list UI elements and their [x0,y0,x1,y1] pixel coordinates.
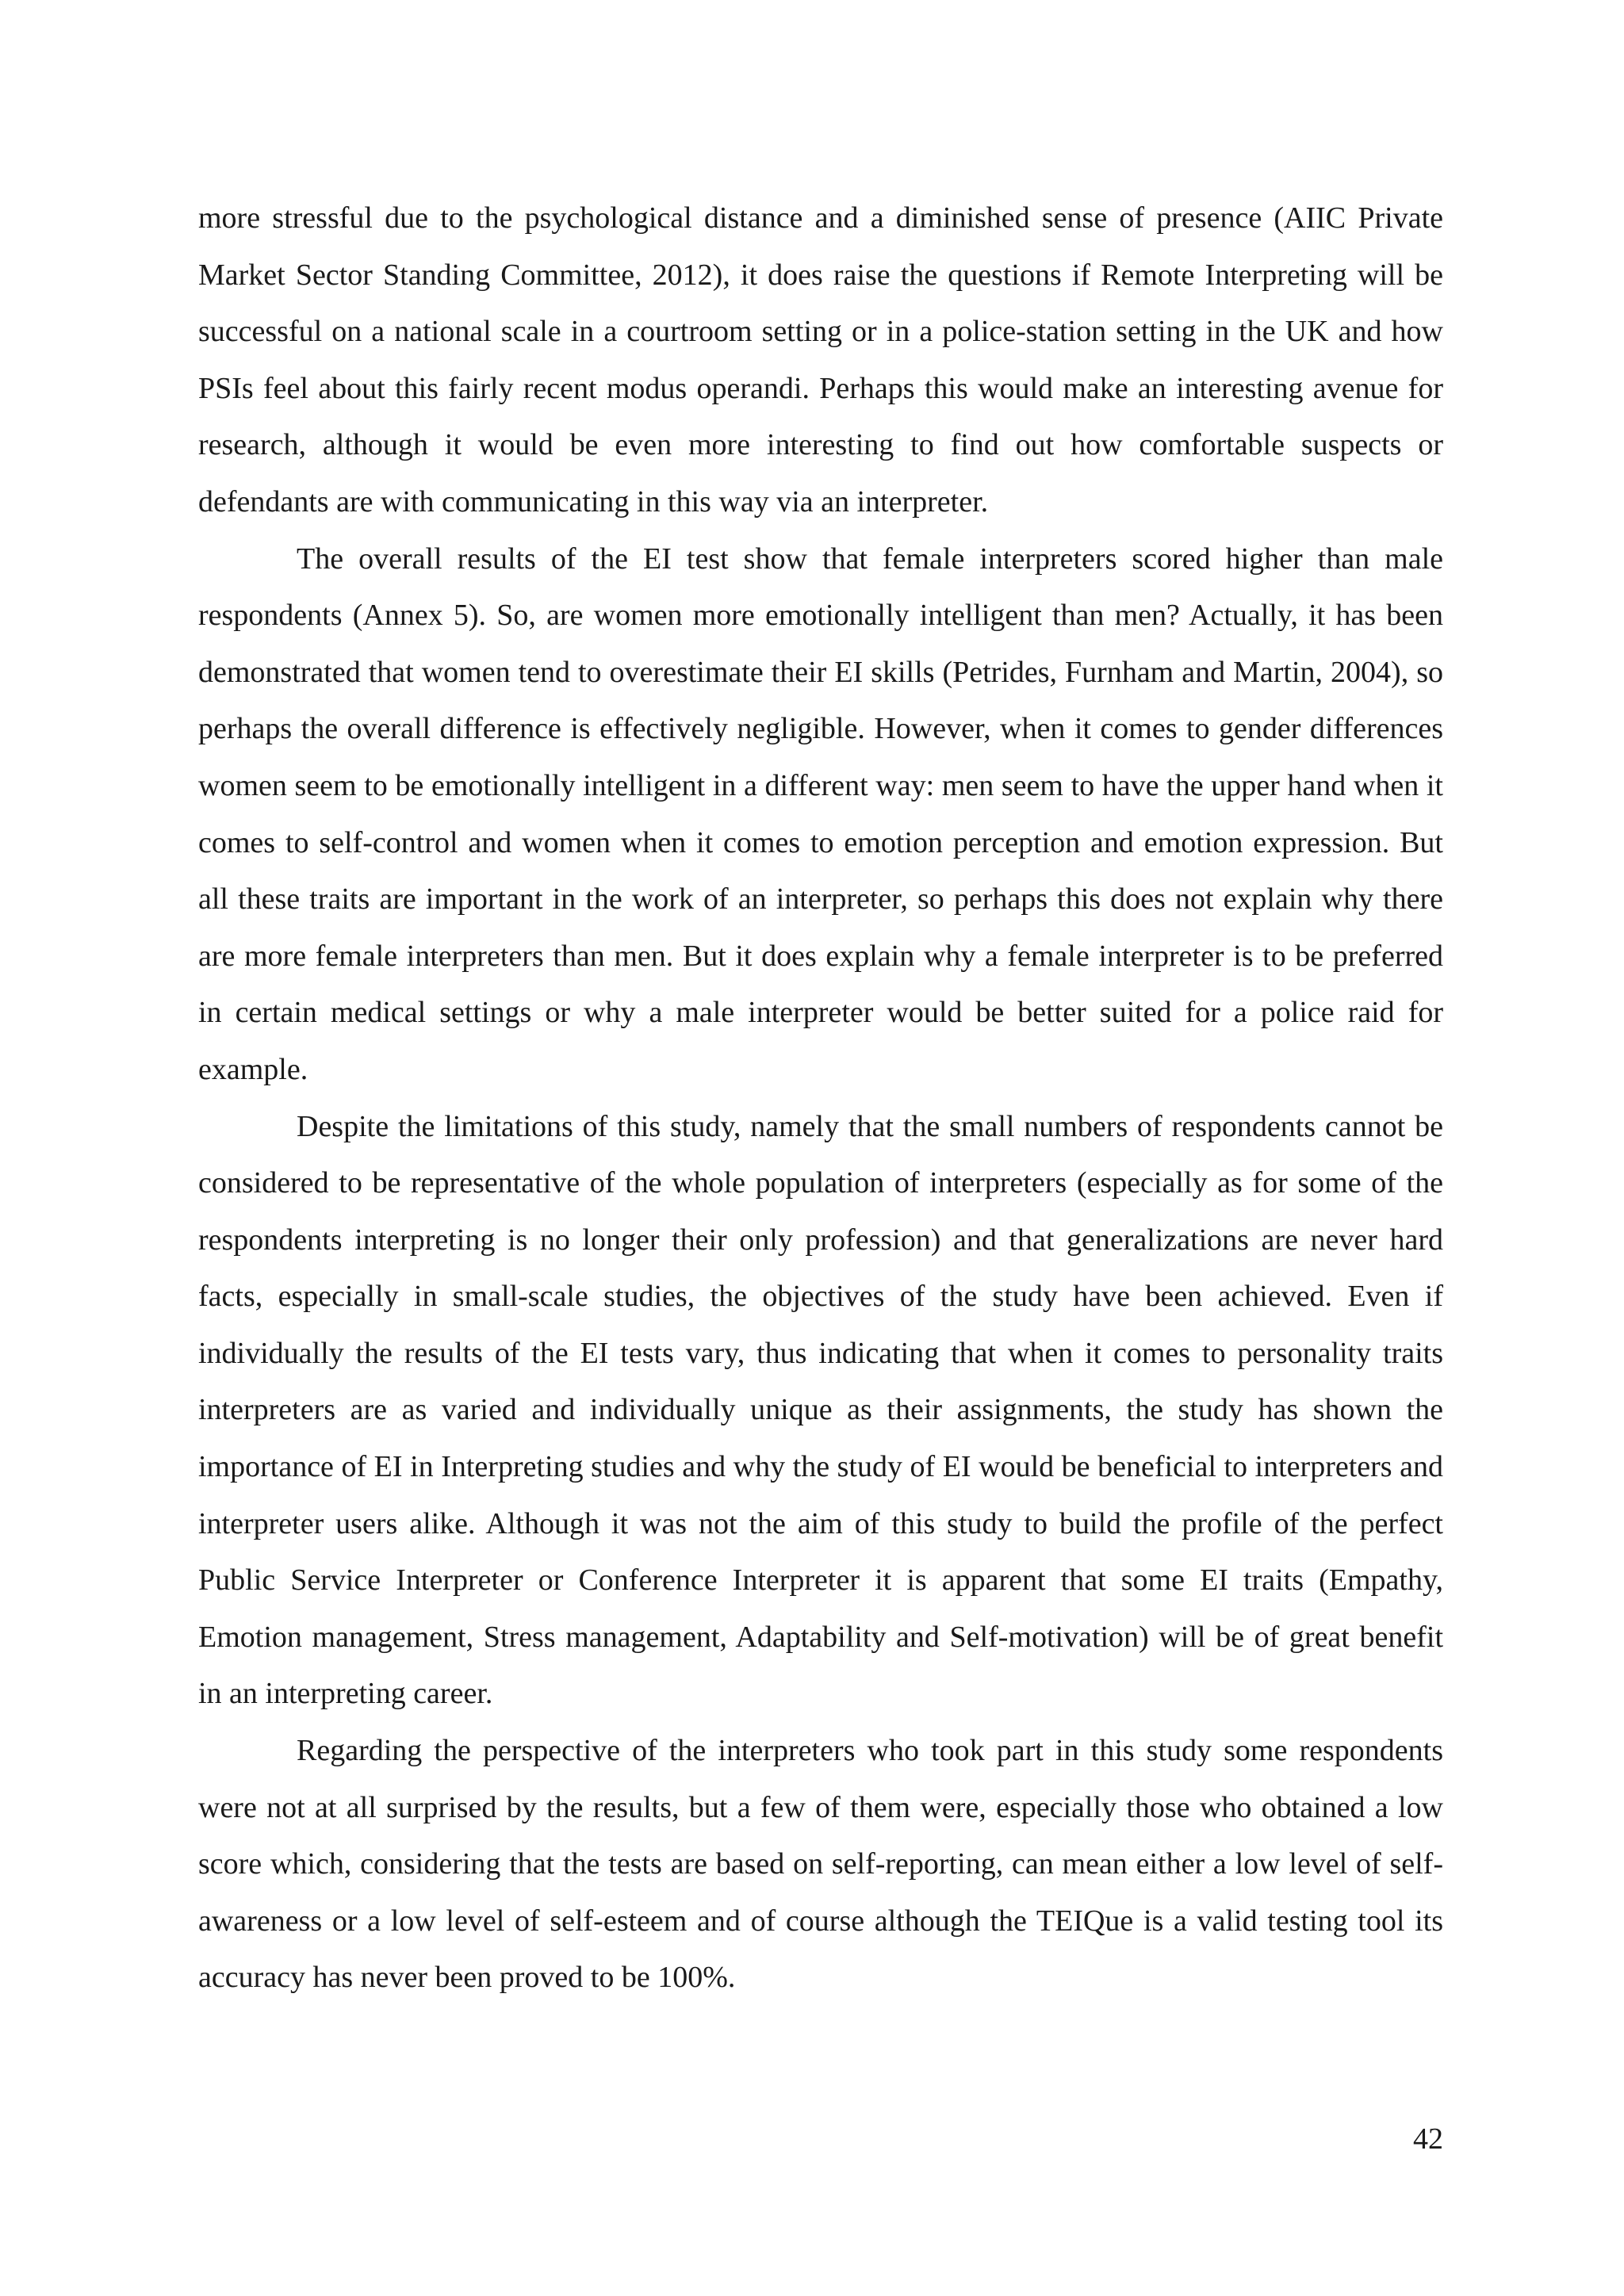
paragraph-interpreter-perspective: Regarding the perspective of the interpreters who took part in this study some respondents were not at all surprised by the results, but a few of them were, especially those who obtained a low score which, considering that the tests are based on self-reporting, can mean either a low level of self-awareness or a low level of self-esteem and of course although the TEIQue is a valid testing tool its accuracy has never been proved to be 100%. [198,1734,1443,1995]
paragraph-limitations: Despite the limitations of this study, namely that the small numbers of respondents cannot be considered to be representative of the whole population of interpreters (especially as for some of the respondents interpreting is no longer their only profession) and that generalizations are never hard facts, especially in small-scale studies, the objectives of the study have been achieved. Even if individually the results of the EI tests vary, thus indicating that when it comes to personality traits interpreters are as varied and individually unique as their assignments, the study has shown the importance of EI in Interpreting studies and why the study of EI would be beneficial to interpreters and interpreter users alike. Although it was not the aim of this study to build the profile of the perfect Public Service Interpreter or Conference Interpreter it is apparent that some EI traits (Empathy, Emotion management, Stress management, Adaptability and Self-motivation) will be of great benefit in an interpreting career. [198,1109,1443,1711]
body-text [198,190,1443,2007]
page-number: 42 [1413,2122,1443,2156]
paragraph-continuation: more stressful due to the psychological distance and a diminished sense of presence (AIIC Private Market Sector Standing Committee, 2012), it does raise the questions if Remote Interpreting will be successful on a national scale in a courtroom setting or in a police-station setting in the UK and how PSIs feel about this fairly recent modus operandi. Perhaps this would make an interesting avenue for research, although it would be even more interesting to find out how comfortable suspects or defendants are with communicating in this way via an interpreter. [198,201,1443,519]
paragraph-gender-results: The overall results of the EI test show that female interpreters scored higher than male respondents (Annex 5). So, are women more emotionally intelligent than men? Actually, it has been demonstrated that women tend to overestimate their EI skills (Petrides, Furnham and Martin, 2004), so perhaps the overall difference is effectively negligible. However, when it comes to gender differences women seem to be emotionally intelligent in a different way: men seem to have the upper hand when it comes to self-control and women when it comes to emotion perception and emotion expression. But all these traits are important in the work of an interpreter, so perhaps this does not explain why there are more female interpreters than men. But it does explain why a female interpreter is to be preferred in certain medical settings or why a male interpreter would be better suited for a police raid for example. [198,541,1443,1086]
